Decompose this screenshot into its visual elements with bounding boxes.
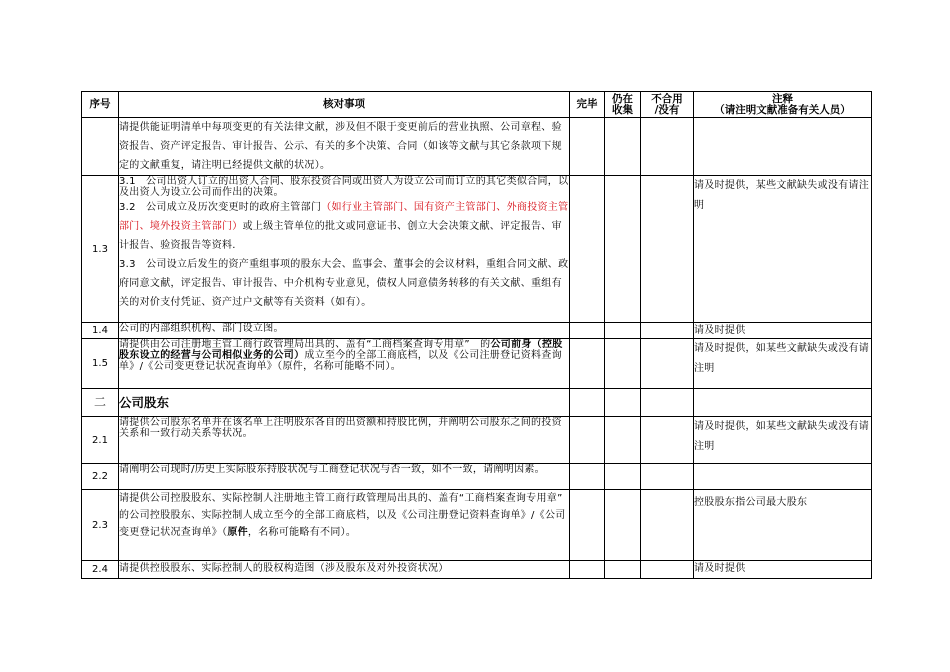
item-text: 请阐明公司现时/历史上实际股东持股状况与工商登记状况与否一致，如不一致，请阐明因素。	[119, 464, 545, 475]
header-na-line1: 不合用	[651, 92, 683, 105]
cell-collecting	[605, 118, 641, 176]
item-text: 请提供公司股东名单并在该名单上注明股东各自的出资额和持股比例，并阐明公司股东之间的投资关系和一致行动关系等状况。	[119, 417, 562, 439]
cell-done	[570, 561, 605, 579]
cell-done	[570, 176, 605, 323]
row-note: 请及时提供，某些文献缺失或没有请注明	[694, 176, 872, 323]
cell-na	[641, 176, 694, 323]
row-num: 2.1	[82, 417, 119, 464]
cell-done	[570, 118, 605, 176]
row-num	[82, 118, 119, 176]
header-note-line1: 注释	[772, 92, 793, 105]
cell-collecting	[605, 323, 641, 339]
cell-collecting	[605, 417, 641, 464]
header-collecting-line1: 仍在	[612, 92, 633, 105]
cell-na	[641, 118, 694, 176]
item-text: 公司的内部组织机构、部门设立图。	[119, 323, 284, 334]
row-item	[119, 490, 573, 561]
item-text-b: 成立至今的全部工商底档，以及《公司注册登记资料查询单》/《公司变更登记状况查询单》（原件，名称可能略不同）。	[119, 350, 562, 372]
row-num: 1.4	[82, 323, 119, 339]
section-row	[82, 389, 872, 417]
header-na-line2: /没有	[654, 103, 680, 116]
row-item	[119, 464, 570, 490]
cell-na	[641, 323, 694, 339]
cell-done	[570, 464, 605, 490]
section-num: 二	[82, 389, 119, 417]
header-collecting	[605, 92, 641, 118]
item-text-a: 请提供由公司注册地主管工商行政管理局出具的、盖有“工商档案查询专用章” 的	[119, 339, 491, 350]
table-row	[82, 176, 872, 323]
cell-done	[570, 389, 605, 417]
table-header-row	[82, 92, 872, 118]
row-num: 2.2	[82, 464, 119, 490]
cell-done	[570, 417, 605, 464]
table-row	[82, 118, 872, 176]
row-item	[119, 561, 570, 579]
cell-na	[641, 339, 694, 389]
cell-collecting	[605, 389, 641, 417]
item-text	[119, 490, 573, 541]
cell-collecting	[605, 464, 641, 490]
row-note: 请及时提供	[694, 561, 872, 579]
header-note-line2: （请注明文献准备有关人员）	[714, 103, 851, 116]
row-num: 2.4	[82, 561, 119, 579]
cell-done	[570, 323, 605, 339]
item-text-a: 请提供公司控股股东、实际控制人注册地主管工商行政管理局出具的、盖有“工商档案查询专用章” 的公司控股股东、实际控制人成立至今的全部工商底档，以及《公司注册登记资料查询单》/《公司变更登记状况查询单》（	[119, 493, 573, 538]
table-row	[82, 464, 872, 490]
row-note: 请及时提供，如某些文献缺失或没有请注明	[694, 339, 872, 389]
cell-na	[641, 464, 694, 490]
cell-done	[570, 339, 605, 389]
header-item: 核对事项	[119, 92, 570, 118]
item-para-3-1: 3.1 公司出资人订立的出资人合同、股东投资合同或出资人为设立公司而订立的其它类似合同，以及出资人为设立公司而作出的决策。	[119, 176, 569, 198]
row-item	[119, 118, 570, 176]
row-num: 1.5	[82, 339, 119, 389]
row-note: 请及时提供，如某些文献缺失或没有请注明	[694, 417, 872, 464]
item-para-3-3: 3.3 公司设立后发生的资产重组事项的股东大会、监事会、董事会的会议材料，重组合同文献、政府同意文献，评定报告、审计报告、中介机构专业意见，债权人同意债务转移的有关文献、重组有关的对价支付凭证、资产过户文献等有关资料（如有）。	[119, 259, 569, 308]
item-para-3-2	[119, 198, 569, 255]
item-text	[119, 339, 569, 372]
cell-note	[694, 389, 872, 417]
header-collecting-line2: 收集	[612, 103, 633, 116]
item-para-3-2-b: 或上级主管单位的批文或同意证书、创立大会决策文献、评定报告、审计报告、验资报告等资料.	[119, 221, 562, 251]
row-note	[694, 118, 872, 176]
item-para-3-2-a: 3.2 公司成立及历次变更时的政府主管部门	[119, 202, 322, 213]
cell-collecting	[605, 561, 641, 579]
row-note	[694, 464, 872, 490]
cell-na	[641, 389, 694, 417]
row-note: 请及时提供	[694, 323, 872, 339]
header-note	[694, 92, 872, 118]
row-item	[119, 323, 570, 339]
item-text-bold: 公司前身（控股股东设立的经营与公司相似业务的公司）	[119, 339, 563, 361]
table-row	[82, 339, 872, 389]
cell-na	[641, 561, 694, 579]
cell-collecting	[605, 339, 641, 389]
row-num: 2.3	[82, 490, 119, 561]
table-row	[82, 561, 872, 579]
item-text: 请提供控股股东、实际控制人的股权构造图（涉及股东及对外投资状况）	[119, 563, 449, 574]
table-row	[82, 417, 872, 464]
row-item	[119, 417, 570, 464]
item-text-bold: 原件	[227, 527, 248, 538]
row-item	[119, 339, 570, 389]
row-item	[119, 176, 570, 323]
row-note: 控股股东指公司最大股东	[694, 490, 872, 561]
header-num: 序号	[82, 92, 119, 118]
cell-collecting	[605, 490, 641, 561]
item-text-b: ，名称可能略有不同）。	[247, 527, 357, 538]
document-checklist-table	[81, 91, 872, 579]
table-row	[82, 490, 872, 561]
section-title: 公司股东	[119, 389, 570, 417]
header-na	[641, 92, 694, 118]
cell-done	[570, 490, 605, 561]
item-para-3-2-red: （如行业主管部门、国有资产主管部门、外商投资主管部门、境外投资主管部门）	[119, 202, 569, 232]
cell-na	[641, 490, 694, 561]
header-done: 完毕	[570, 92, 605, 118]
cell-collecting	[605, 176, 641, 323]
table-row	[82, 323, 872, 339]
item-text: 请提供能证明清单中每项变更的有关法律文献，涉及但不限于变更前后的营业执照、公司章程、验资报告、资产评定报告、审计报告、公示、有关的多个决策、合同（如该等文献与其它条款项下规定的文献重复，请注明已经提供文献的状况）。	[119, 122, 562, 171]
cell-na	[641, 417, 694, 464]
row-num: 1.3	[82, 176, 119, 323]
